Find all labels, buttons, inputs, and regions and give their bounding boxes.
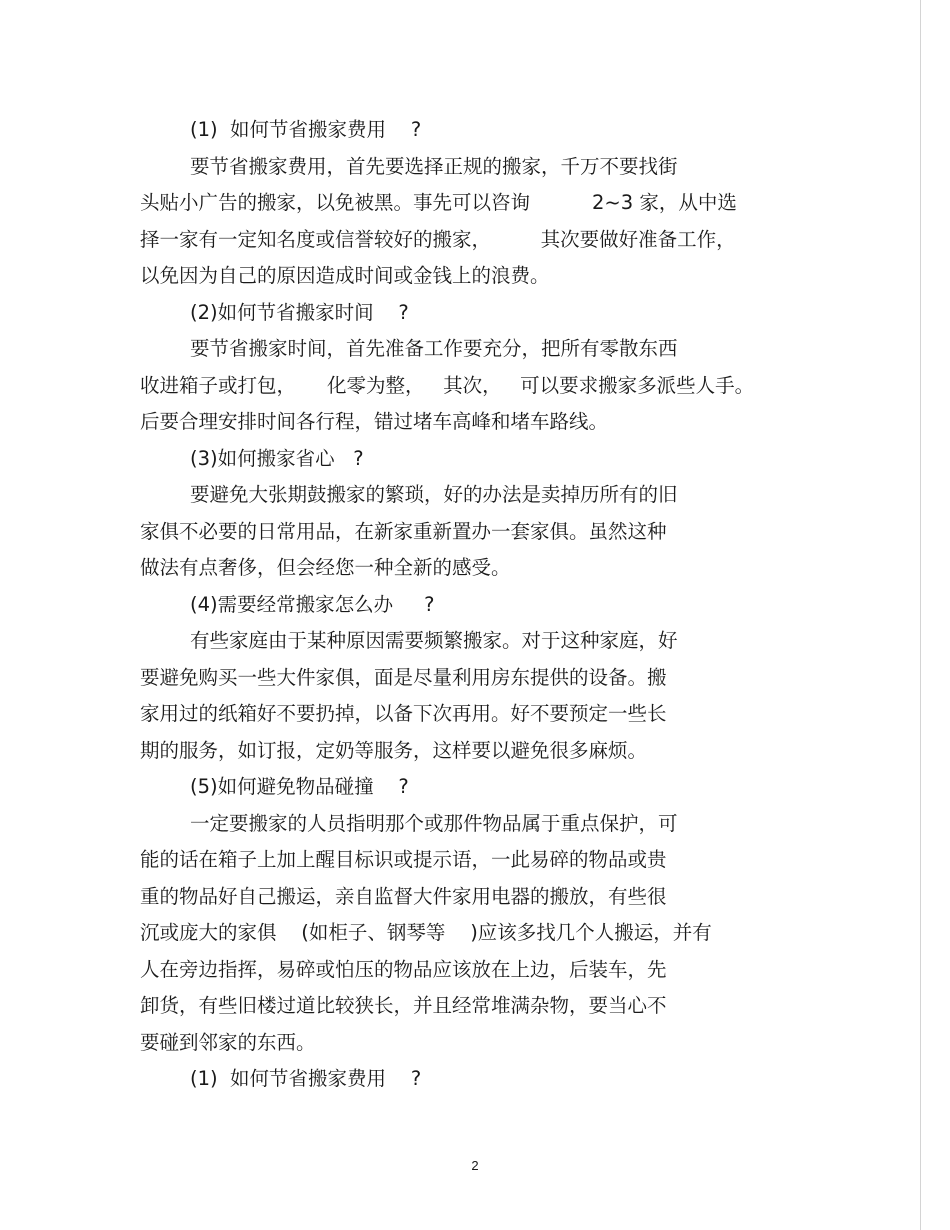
paragraph-line: 收进箱子或打包， 化零为整， 其次， 可以要求搬家多派些人手。 [140,373,755,397]
paragraph-line: 择一家有一定知名度或信誉较好的搬家， 其次要做好准备工作， [140,227,736,251]
paragraph-line: 头贴小广告的搬家，以免被黑。事先可以咨询 2~3 家，从中选 [140,191,737,214]
paragraph-line: 有些家庭由于某种原因需要频繁搬家。对于这种家庭，好 [190,629,678,652]
paragraph-line: 重的物品好自己搬运，亲自监督大件家用电器的搬放，有些很 [140,884,667,908]
paragraph-line: 做法有点奢侈，但会经您一种全新的感受。 [140,556,511,579]
page-number: 2 [471,1158,479,1173]
question-heading-3: (3)如何搬家省心 ? [190,446,364,470]
paragraph-line: 卸货，有些旧楼过道比较狭长，并且经常堆满杂物，要当心不 [140,994,667,1017]
question-heading-4: (4)需要经常搬家怎么办 ? [190,592,435,616]
question-heading-repeat: (1) 如何节省搬家费用 ? [190,1067,422,1090]
paragraph-line: 能的话在箱子上加上醒目标识或提示语，一此易碎的物品或贵 [140,848,667,871]
document-body [0,112,950,1098]
question-heading-2: (2)如何节省搬家时间 ? [190,300,409,324]
paragraph-line: 一定要搬家的人员指明那个或那件物品属于重点保护，可 [190,811,678,835]
paragraph-line: 要避免大张期鼓搬家的繁琐，好的办法是卖掉历所有的旧 [190,483,678,506]
question-heading-5: (5)如何避免物品碰撞 ? [190,775,409,798]
paragraph-line: 家俱不必要的日常用品，在新家重新置办一套家俱。虽然这种 [140,519,667,543]
paragraph-line: 期的服务，如订报，定奶等服务，这样要以避免很多麻烦。 [140,738,648,762]
paragraph-line: 人在旁边指挥，易碎或怕压的物品应该放在上边，后装车，先 [140,957,667,981]
paragraph-line: 要碰到邻家的东西。 [140,1030,316,1054]
paragraph-line: 家用过的纸箱好不要扔掉，以备下次再用。好不要预定一些长 [140,702,667,725]
paragraph-line: 要避免购买一些大件家俱，面是尽量利用房东提供的设备。搬 [140,665,667,689]
paragraph-line: 后要合理安排时间各行程，错过堵车高峰和堵车路线。 [140,410,609,433]
paragraph-line: 沉或庞大的家俱 (如柜子、钢琴等 )应该多找几个人搬运，并有 [140,921,712,944]
paragraph-line: 以免因为自己的原因造成时间或金钱上的浪费。 [140,264,550,287]
paragraph-line: 要节省搬家时间，首先准备工作要充分，把所有零散东西 [190,337,678,360]
paragraph-line: 要节省搬家费用，首先要选择正规的搬家，千万不要找街 [190,154,678,178]
question-heading-1: (1) 如何节省搬家费用 ? [190,118,422,141]
